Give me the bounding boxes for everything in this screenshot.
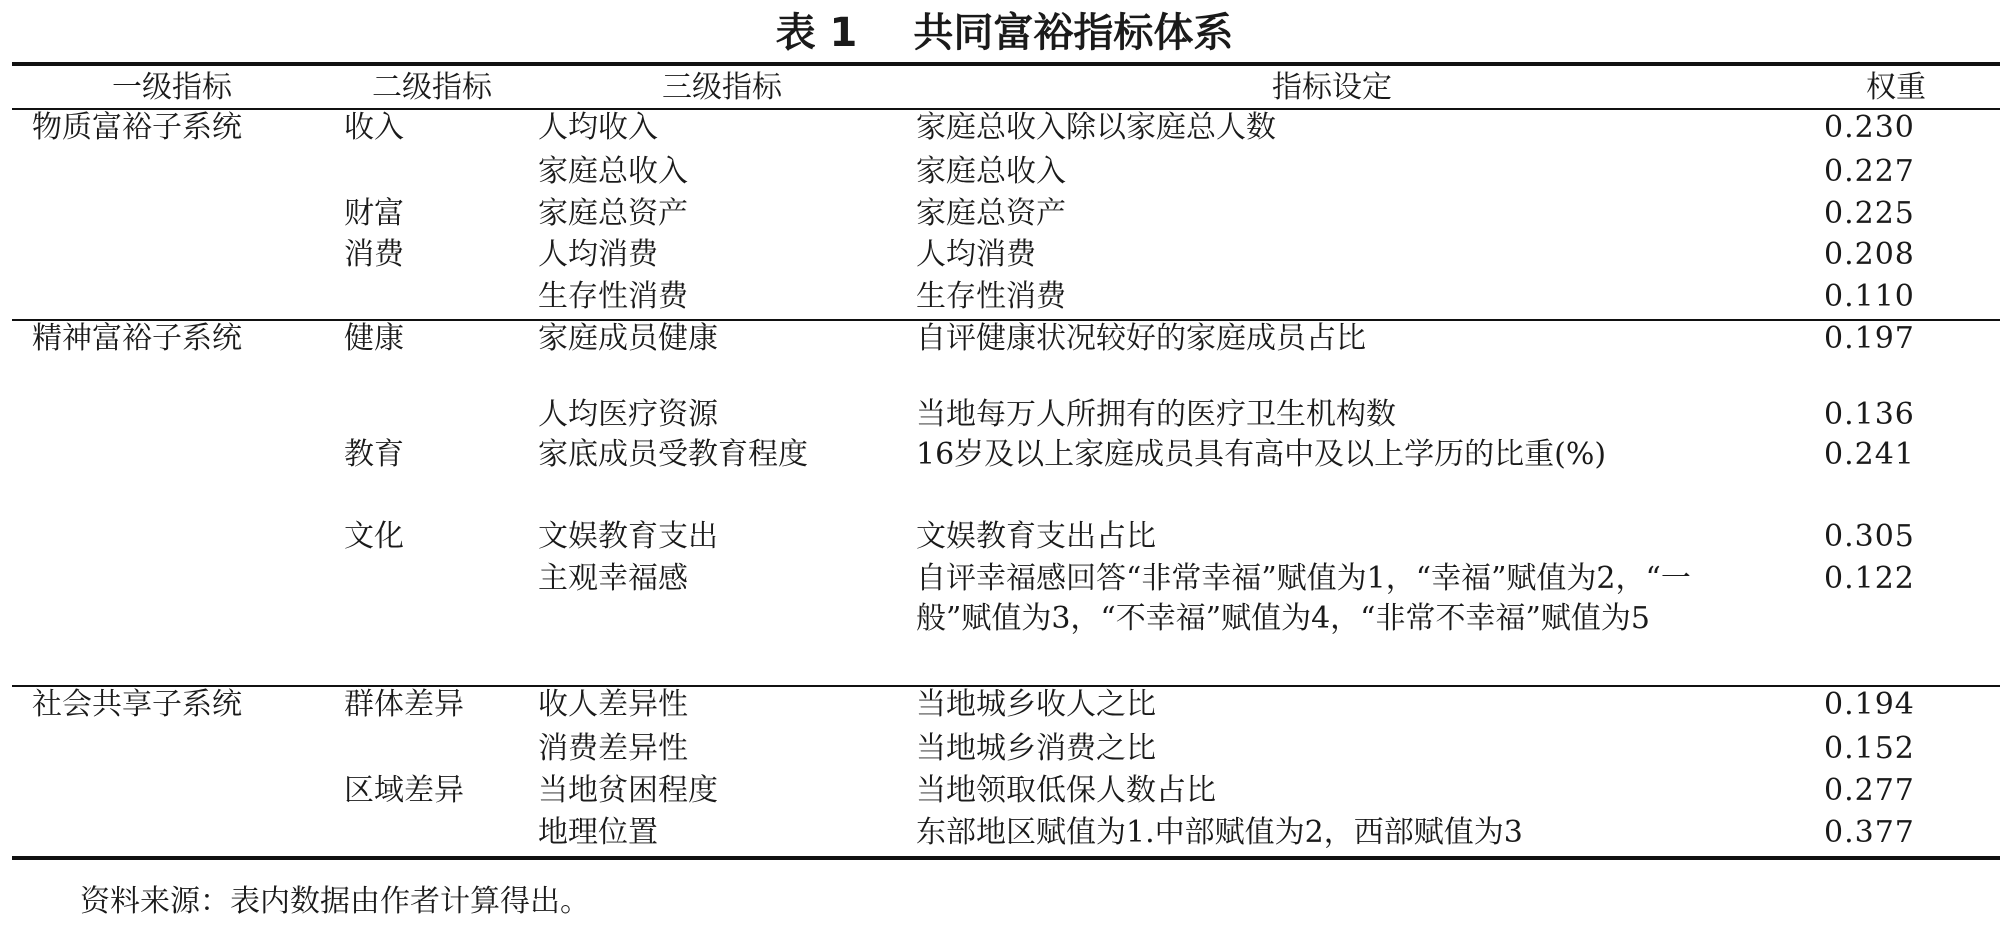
header-level3: 三级指标 [662,70,782,105]
weight-cell: 0.305 [1824,519,1915,554]
weight-cell: 0.377 [1824,815,1915,850]
level3-cell: 家底成员受教育程度 [538,437,808,472]
level2-cell [332,813,532,855]
weight-cell: 0.277 [1824,773,1915,808]
definition-text: 16岁及以上家庭成员具有高中及以上学历的比重(%) [916,437,1607,472]
level1-cell [12,729,332,771]
table-row [12,395,2000,435]
definition-cell: 生存性消费 [916,279,1066,314]
table-row [12,435,2000,517]
definition-cell [912,435,1752,517]
level1-cell [12,771,332,813]
weight-cell: 0.110 [1824,279,1915,314]
table-number: 表 1 [775,10,858,56]
definition-cell: 当地城乡消费之比 [916,731,1156,766]
indicator-table [12,68,2000,855]
weight-cell: 0.225 [1824,196,1915,231]
weight-cell: 0.230 [1824,110,1915,145]
definition-cell: 当地每万人所拥有的医疗卫生机构数 [916,397,1396,432]
weight-cell: 0.227 [1824,154,1915,189]
definition-cell: 家庭总收入除以家庭总人数 [916,110,1276,145]
table-row [12,108,2000,152]
level2-cell [332,277,532,319]
definition-cell: 人均消费 [916,237,1036,272]
level1-cell [12,395,332,435]
level2-cell: 区域差异 [344,773,464,808]
level3-cell: 消费差异性 [538,731,688,766]
level1-cell: 社会共享子系统 [32,687,242,722]
level1-cell [12,435,332,517]
table-row [12,235,2000,277]
level3-cell: 人均消费 [538,237,658,272]
level3-cell: 家庭成员健康 [538,321,718,356]
level1-cell [12,559,332,685]
level2-cell: 财富 [344,196,404,231]
level3-cell: 文娱教育支出 [538,519,718,554]
definition-cell: 家庭总资产 [916,196,1066,231]
source-footnote: 资料来源：表内数据由作者计算得出。 [80,884,590,919]
table-title: 共同富裕指标体系 [913,10,1234,56]
weight-cell: 0.197 [1824,321,1915,356]
level2-cell [332,559,532,685]
top-rule [12,62,2000,66]
level3-cell: 收人差异性 [538,687,688,722]
definition-cell: 当地领取低保人数占比 [916,773,1216,808]
table-row [12,277,2000,319]
level1-cell [12,813,332,855]
definition-cell: 东部地区赋值为1.中部赋值为2，西部赋值为3 [916,815,1523,850]
header-level2: 二级指标 [372,70,492,105]
level1-cell [12,277,332,319]
level3-cell: 生存性消费 [538,279,688,314]
table-row [12,813,2000,855]
level2-cell: 群体差异 [344,687,464,722]
level2-cell [332,729,532,771]
table-row [12,685,2000,729]
level1-cell [12,235,332,277]
definition-cell: 文娱教育支出占比 [916,519,1156,554]
definition-cell: 家庭总收入 [916,154,1066,189]
table-row [12,319,2000,395]
bottom-rule [12,856,2000,860]
table-row [12,517,2000,559]
table-row [12,729,2000,771]
header-definition: 指标设定 [1272,70,1392,105]
level2-cell: 教育 [344,437,404,472]
level3-cell: 地理位置 [538,815,658,850]
weight-cell: 0.241 [1824,437,1915,472]
weight-cell: 0.136 [1824,397,1915,432]
level3-cell: 家庭总收入 [538,154,688,189]
level3-cell: 人均医疗资源 [538,397,718,432]
table-row [12,194,2000,235]
definition-cell: 自评健康状况较好的家庭成员占比 [916,321,1366,356]
definition-text: 自评幸福感回答“非常幸福”赋值为1，“幸福”赋值为2，“一般”赋值为3，“不幸福”赋值为4，“非常不幸福”赋值为5 [916,561,1691,636]
table-header-row [12,68,2000,108]
level1-cell [12,517,332,559]
level3-cell: 当地贫困程度 [538,773,718,808]
level2-cell [332,152,532,194]
weight-cell: 0.208 [1824,237,1915,272]
level2-cell [332,395,532,435]
level2-cell: 收入 [344,110,404,145]
level1-cell: 物质富裕子系统 [32,110,242,145]
table-row [12,771,2000,813]
table-caption [0,8,2009,58]
table-row [12,559,2000,685]
level2-cell: 消费 [344,237,404,272]
level3-cell: 人均收入 [538,110,658,145]
header-weight: 权重 [1866,70,1926,105]
level1-cell: 精神富裕子系统 [32,321,242,356]
weight-cell: 0.152 [1824,731,1915,766]
level3-cell: 家庭总资产 [538,196,688,231]
level3-cell: 主观幸福感 [538,561,688,596]
level1-cell [12,194,332,235]
definition-cell: 当地城乡收人之比 [916,687,1156,722]
level2-cell: 健康 [344,321,404,356]
level1-cell [12,152,332,194]
weight-cell: 0.194 [1824,687,1915,722]
level2-cell: 文化 [344,519,404,554]
table-row [12,152,2000,194]
definition-cell [912,559,1752,685]
weight-cell: 0.122 [1824,561,1915,596]
header-level1: 一级指标 [112,70,232,105]
